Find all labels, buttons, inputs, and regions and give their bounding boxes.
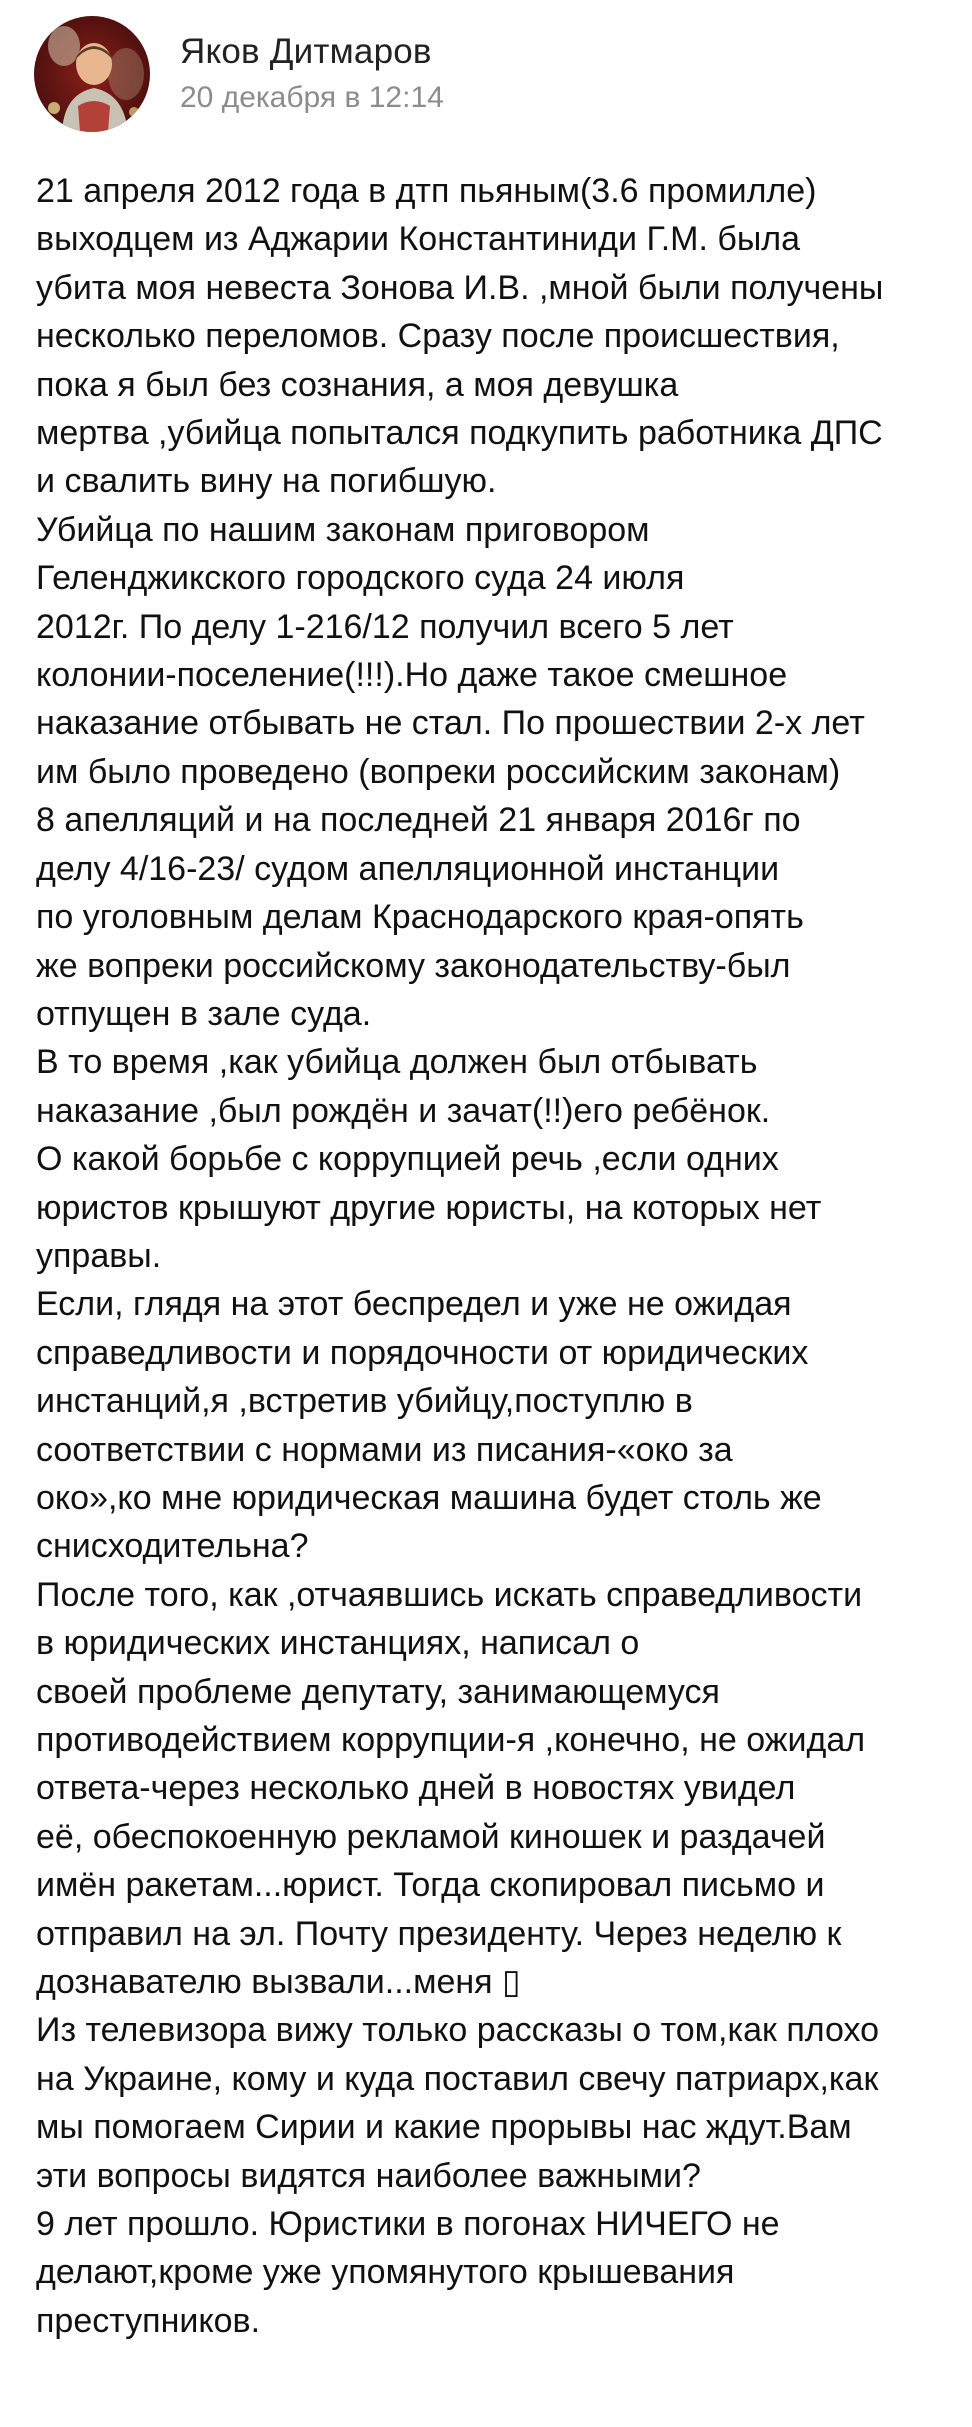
author-block: [180, 16, 444, 132]
post-text-line: 2012г. По делу 1-216/12 получил всего 5 лет: [36, 607, 734, 646]
post-text-line: ответа-через несколько дней в новостях увидел: [36, 1769, 796, 1808]
post-text-line: Убийца по нашим законам приговором: [36, 510, 650, 549]
post-text-line: им было проведено (вопреки российским законам): [36, 752, 841, 791]
post-text-line: преступников.: [36, 2301, 261, 2340]
post-text-line: колонии-поселение(!!!).Но даже такое смешное: [36, 656, 788, 695]
post-text-line: управы.: [36, 1236, 162, 1275]
avatar-photo: [34, 16, 150, 132]
post-text-line: снисходительна?: [36, 1527, 309, 1566]
avatar[interactable]: [34, 16, 150, 132]
post-text-line: на Украине, кому и куда поставил свечу патриарх,как: [36, 2059, 879, 2098]
post-text-line: в юридических инстанциях, написал о: [36, 1624, 640, 1663]
post-text-line: делают,кроме уже упомянутого крышевания: [36, 2253, 735, 2292]
post-text-line: её, обеспокоенную рекламой киношек и раздачей: [36, 1817, 826, 1856]
post-text-line: Из телевизора вижу только рассказы о том,как плохо: [36, 2011, 880, 2050]
post-text-line: выходцем из Аджарии Константиниди Г.М. была: [36, 220, 801, 259]
post-text-line: Если, глядя на этот беспредел и уже не ожидая: [36, 1285, 792, 1324]
post-date[interactable]: 20 декабря в 12:14: [180, 81, 444, 114]
post-text-line: мертва ,убийца попытался подкупить работника ДПС: [36, 414, 883, 453]
post-text-line: противодействием коррупции-я ,конечно, не ожидал: [36, 1721, 866, 1759]
post-text-line: отпущен в зале суда.: [36, 994, 372, 1033]
post-text-line: наказание ,был рождён и зачат(!!)его ребёнок.: [36, 1091, 771, 1130]
post-text-line: своей проблеме депутату, занимающемуся: [36, 1672, 720, 1711]
post-text-line: наказание отбывать не стал. По прошествии 2-х лет: [36, 704, 865, 743]
post-text-line: Геленджикского городского суда 24 июля: [36, 559, 685, 598]
post-text-line: справедливости и порядочности от юридических: [36, 1333, 809, 1372]
post-text-line: несколько переломов. Сразу после происшествия,: [36, 317, 840, 356]
author-name[interactable]: Яков Дитмаров: [180, 32, 432, 71]
post-text-line: отправил на эл. Почту президенту. Через неделю к: [36, 1914, 842, 1953]
post-text: [36, 167, 951, 2345]
post-text-line: соответствии с нормами из писания-«око за: [36, 1430, 733, 1469]
post-text-line: О какой борьбе с коррупцией речь ,если одних: [36, 1140, 779, 1179]
post-text-line: по уголовным делам Краснодарского края-опять: [36, 898, 804, 937]
post-text-line: 8 апелляций и на последней 21 января 2016г по: [36, 801, 801, 840]
post-text-line: пока я был без сознания, а моя девушка: [36, 365, 679, 404]
post-text-line: юристов крышуют другие юристы, на которых нет: [36, 1188, 822, 1227]
post-text-line: имён ракетам...юрист. Тогда скопировал письмо и: [36, 1866, 825, 1905]
post-text-line: мы помогаем Сирии и какие прорывы нас ждут.Вам: [36, 2108, 852, 2147]
post-text-line: и свалить вину на погибшую.: [36, 462, 497, 501]
post-text-line: же вопреки российскому законодательству-был: [36, 946, 791, 985]
post-text-line: дознавателю вызвали...меня ▯: [36, 1963, 521, 2002]
post-text-line: В то время ,как убийца должен был отбывать: [36, 1043, 758, 1082]
post-text-line: эти вопросы видятся наиболее важными?: [36, 2156, 701, 2195]
post-text-line: око»,ко мне юридическая машина будет столь же: [36, 1478, 822, 1517]
post-text-line: 9 лет прошло. Юристики в погонах НИЧЕГО не: [36, 2205, 780, 2244]
post-text-line: 21 апреля 2012 года в дтп пьяным(3.6 промилле): [36, 172, 817, 210]
post-header: [34, 16, 444, 132]
post-text-line: После того, как ,отчаявшись искать справедливости: [36, 1575, 863, 1614]
post-text-line: убита моя невеста Зонова И.В. ,мной были получены: [36, 268, 884, 307]
post-text-line: делу 4/16-23/ судом апелляционной инстанции: [36, 849, 780, 888]
post-text-line: инстанций,я ,встретив убийцу,поступлю в: [36, 1382, 693, 1421]
